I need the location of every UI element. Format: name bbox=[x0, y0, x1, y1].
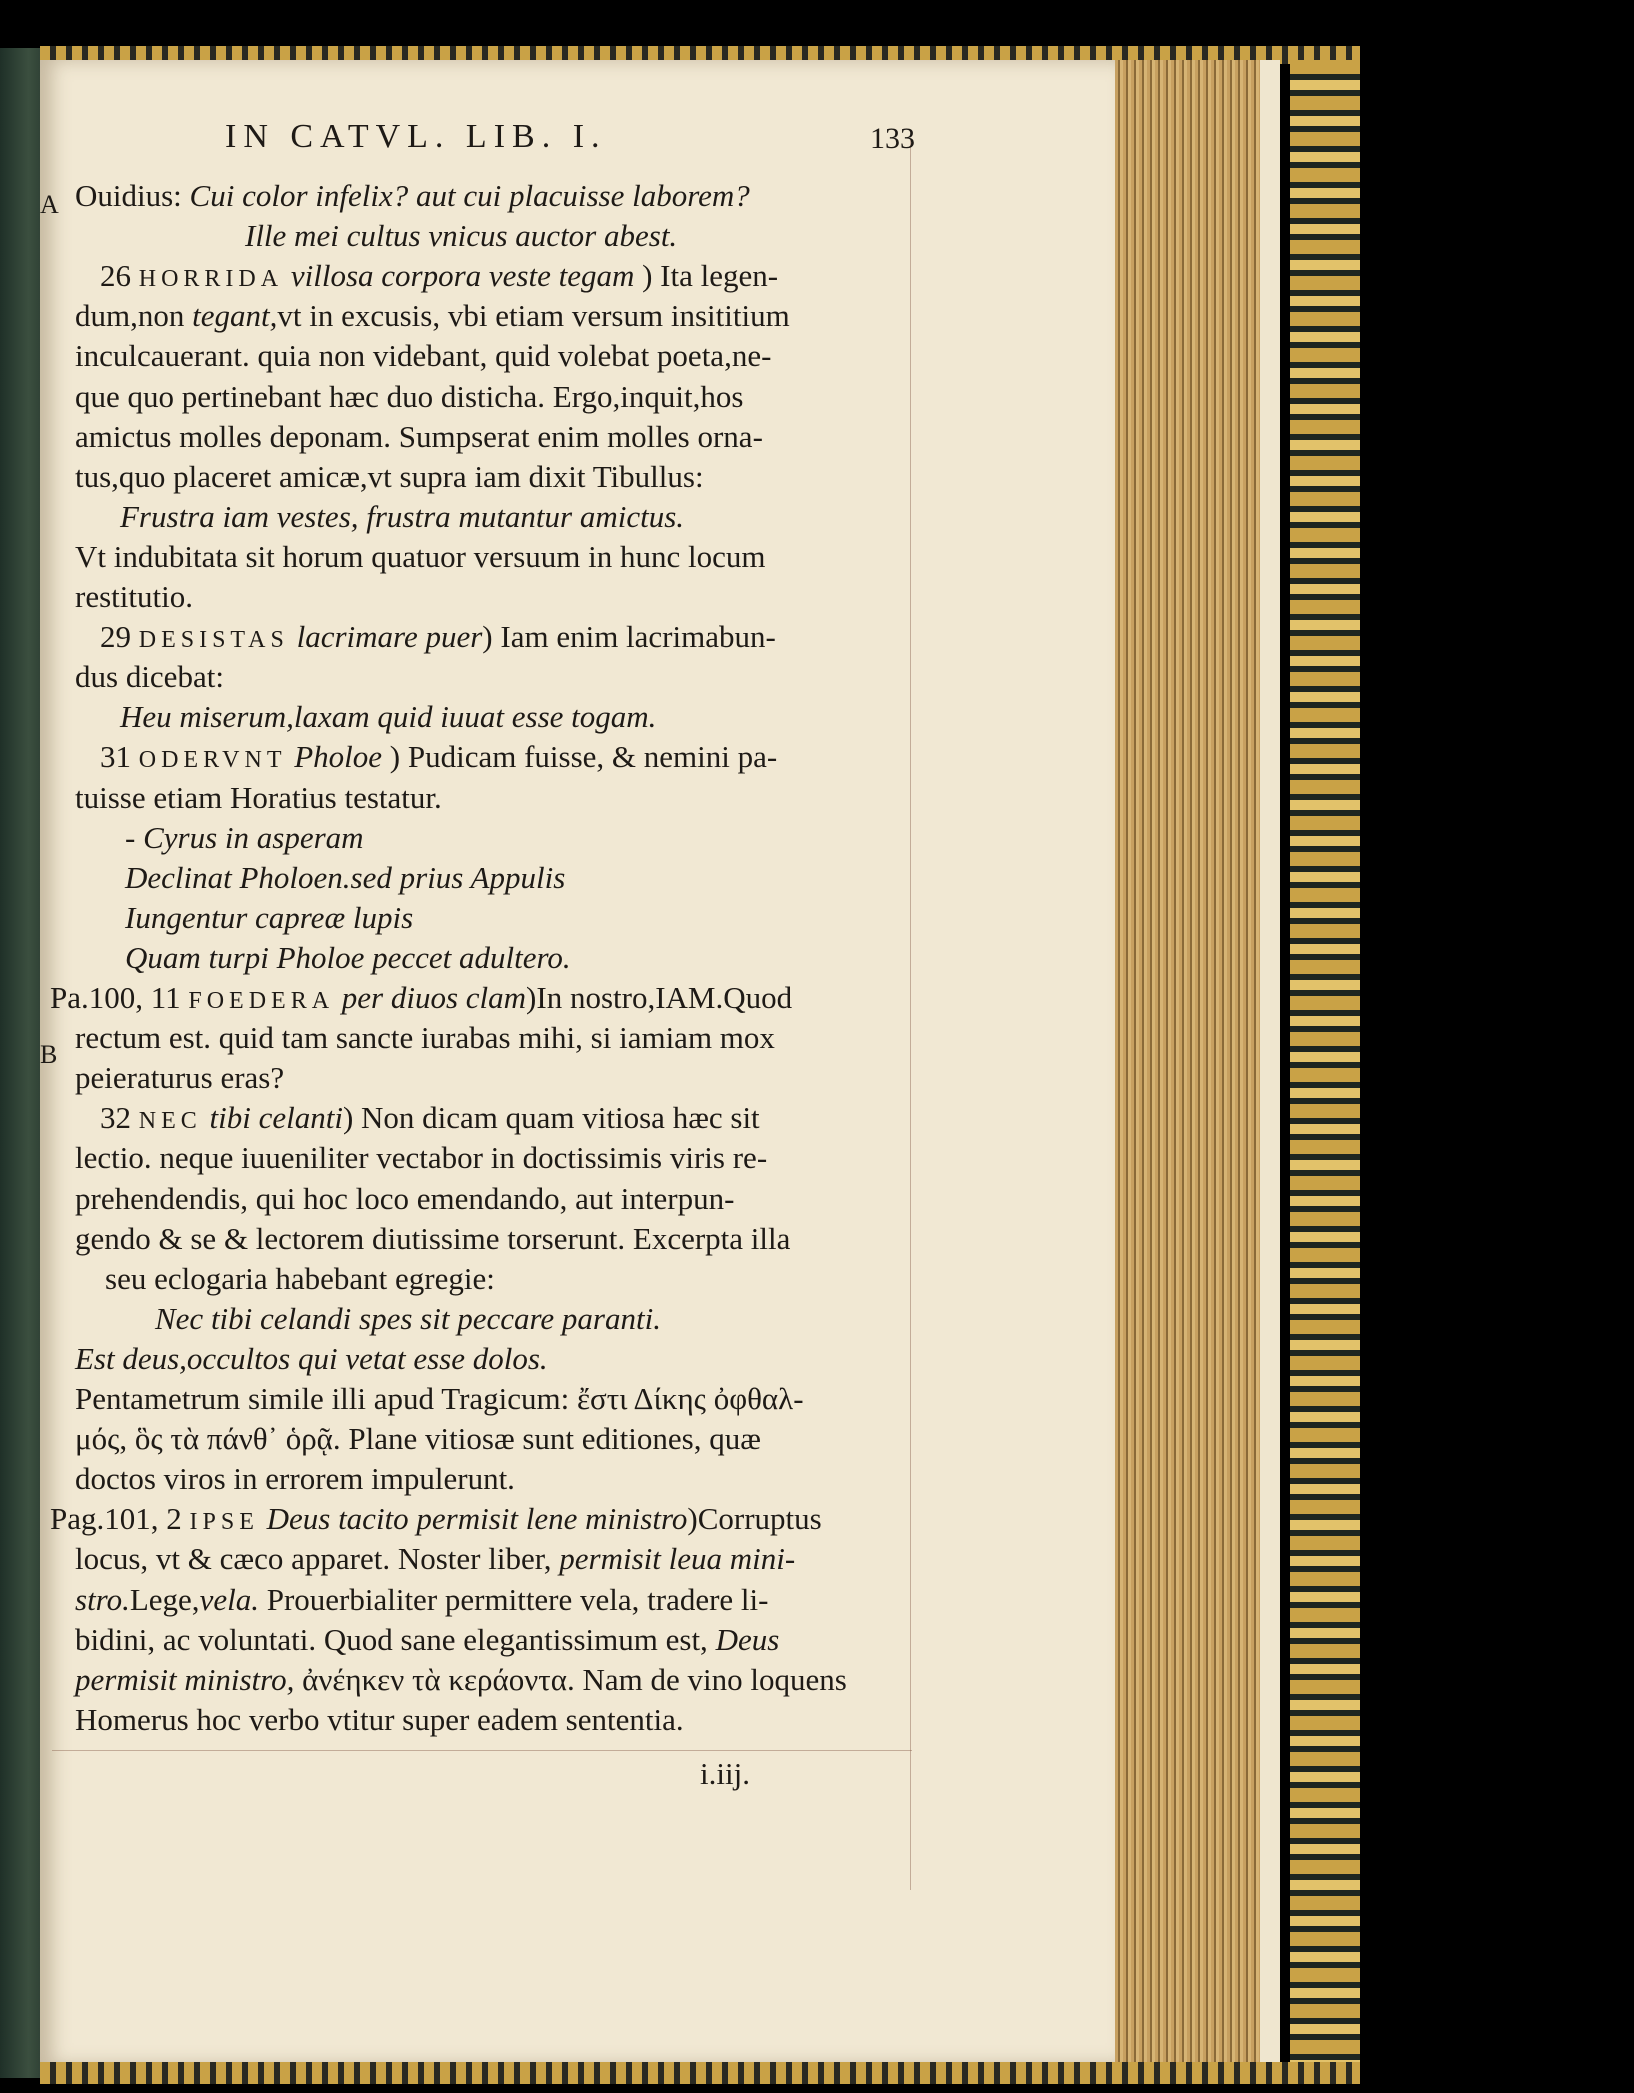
text-run: ODERVNT bbox=[138, 747, 287, 774]
text-run: Heu miserum,laxam quid iuuat esse togam. bbox=[120, 699, 657, 735]
text-run: tus,quo placeret amicæ,vt supra iam dixit Tibullus: bbox=[75, 458, 704, 494]
text-line bbox=[75, 1380, 804, 1418]
text-run: Pag.101, 2 bbox=[50, 1501, 190, 1537]
text-run: Nec tibi celandi spes sit peccare paranti. bbox=[155, 1300, 661, 1336]
text-run: )In nostro,IAM.Quod bbox=[526, 980, 793, 1015]
margin-letter-b: B bbox=[40, 1040, 58, 1069]
text-line bbox=[75, 1420, 761, 1458]
margin-letter-a: A bbox=[40, 190, 59, 219]
text-line bbox=[50, 1500, 822, 1541]
running-title: IN CATVL. LIB. I. bbox=[225, 118, 607, 155]
text-line bbox=[75, 1661, 847, 1699]
text-run: bidini, ac voluntati. Quod sane elegantissimum est, bbox=[75, 1621, 716, 1657]
text-line bbox=[75, 1340, 548, 1378]
text-line bbox=[100, 738, 777, 779]
text-run: Pa.100, 11 bbox=[50, 980, 189, 1015]
text-run: 31 bbox=[100, 739, 139, 775]
text-line bbox=[75, 418, 763, 456]
text-run: 26 bbox=[100, 258, 139, 294]
text-line bbox=[75, 1460, 515, 1498]
text-run: ) Pudicam fuisse, & nemini pa- bbox=[382, 739, 778, 775]
text-run: Deus bbox=[715, 1621, 780, 1657]
text-run: permisit leua mini- bbox=[559, 1541, 796, 1577]
text-run: Prouerbialiter permittere vela, tradere li- bbox=[258, 1581, 769, 1617]
text-run: NEC bbox=[138, 1108, 202, 1135]
text-run: que quo pertinebant hæc duo disticha. Ergo,inquit,hos bbox=[75, 378, 744, 414]
text-run: permisit ministro, bbox=[75, 1661, 303, 1697]
text-run: Ille mei cultus vnicus auctor abest. bbox=[245, 218, 678, 254]
text-line bbox=[75, 177, 750, 215]
text-run: gendo & se & lectorem diutissime torserunt. Excerpta illa bbox=[75, 1220, 791, 1256]
text-line bbox=[75, 658, 224, 696]
text-run: Est deus,occultos qui vetat esse dolos. bbox=[75, 1340, 548, 1376]
text-line bbox=[75, 1139, 767, 1177]
text-run: )Corruptus bbox=[687, 1501, 822, 1537]
text-run: dus dicebat: bbox=[75, 659, 224, 695]
text-run: doctos viros in errorem impulerunt. bbox=[75, 1461, 515, 1497]
text-line bbox=[105, 1260, 495, 1298]
text-run: seu eclogaria habebant egregie: bbox=[105, 1260, 495, 1296]
text-line bbox=[75, 337, 771, 375]
gilt-border-bottom bbox=[40, 2062, 1360, 2084]
text-run: Frustra iam vestes, frustra mutantur amictus. bbox=[120, 498, 685, 534]
text-run: FOEDERA bbox=[188, 988, 335, 1014]
text-run: 32 bbox=[100, 1100, 139, 1136]
text-line bbox=[75, 1180, 734, 1218]
text-run: vela. bbox=[199, 1581, 259, 1617]
text-run: DESISTAS bbox=[138, 627, 289, 654]
text-line bbox=[100, 257, 778, 298]
text-run: Iungentur capreæ lupis bbox=[125, 899, 414, 935]
text-run: lectio. neque iuueniliter vectabor in doctissimis viris re- bbox=[75, 1140, 768, 1176]
text-run: ) Ita legen- bbox=[634, 258, 779, 294]
text-run: Cui color infelix? aut cui placuisse laborem? bbox=[189, 178, 750, 213]
text-run: amictus molles deponam. Sumpserat enim molles orna- bbox=[75, 418, 763, 454]
text-line bbox=[75, 1019, 775, 1057]
gilt-border-right bbox=[1290, 60, 1360, 2065]
text-run: Declinat Pholoen.sed prius Appulis bbox=[125, 859, 566, 895]
text-line bbox=[75, 297, 790, 335]
text-line bbox=[75, 1701, 684, 1739]
folio-number: 133 bbox=[870, 122, 915, 155]
text-line bbox=[120, 498, 684, 536]
text-run: ἀνέηκεν τὰ κεράοντα. Nam de vino loquens bbox=[302, 1661, 847, 1697]
text-run: villosa corpora veste tegam bbox=[283, 258, 635, 294]
text-run: IPSE bbox=[189, 1509, 259, 1536]
text-run: per diuos clam bbox=[334, 980, 527, 1015]
text-run: lacrimare puer bbox=[288, 619, 483, 655]
text-run: prehendendis, qui hoc loco emendando, aut interpun- bbox=[75, 1180, 735, 1216]
text-run: Ouidius: bbox=[75, 178, 190, 213]
text-line bbox=[75, 378, 743, 416]
text-run: dum,non bbox=[75, 298, 193, 334]
text-run: peieraturus eras? bbox=[75, 1060, 285, 1096]
text-line bbox=[100, 618, 776, 659]
text-line bbox=[75, 458, 704, 496]
text-run: inculcauerant. quia non videbant, quid volebat poeta,ne- bbox=[75, 338, 772, 374]
text-line bbox=[100, 1099, 760, 1140]
text-run: Pentametrum simile illi apud Tragicum: ἔστι Δίκης ὀφθαλ- bbox=[75, 1381, 804, 1416]
text-run: Quam turpi Pholoe peccet adultero. bbox=[125, 939, 571, 975]
text-line bbox=[75, 538, 766, 576]
text-run: Deus tacito permisit lene ministro bbox=[258, 1501, 688, 1537]
text-line bbox=[75, 1621, 779, 1659]
text-run: HORRIDA bbox=[138, 266, 284, 293]
text-line bbox=[75, 1059, 284, 1097]
text-run: vt in excusis, vbi etiam versum insititium bbox=[277, 298, 790, 334]
text-run: tuisse etiam Horatius testatur. bbox=[75, 779, 442, 815]
text-run: rectum est. quid tam sancte iurabas mihi, si iamiam mox bbox=[75, 1020, 775, 1056]
text-run: Pholoe bbox=[286, 739, 383, 775]
text-run: tegant, bbox=[192, 298, 278, 334]
text-line bbox=[75, 779, 442, 817]
signature-mark: i.iij. bbox=[700, 1756, 750, 1791]
text-line bbox=[75, 1540, 795, 1578]
text-run: Homerus hoc verbo vtitur super eadem sententia. bbox=[75, 1701, 684, 1737]
text-run: Vt indubitata sit horum quatuor versuum in hunc locum bbox=[75, 538, 766, 574]
gilt-page-edges bbox=[1115, 60, 1280, 2065]
text-line bbox=[125, 939, 571, 977]
text-line bbox=[50, 979, 792, 1020]
text-run: Lege, bbox=[129, 1581, 200, 1617]
text-run: μός, ὃς τὰ πάνθ᾽ ὁρᾷ. Plane vitiosæ sunt editiones, quæ bbox=[75, 1421, 761, 1457]
text-line bbox=[245, 217, 677, 255]
text-run: 29 bbox=[100, 619, 139, 655]
text-line bbox=[125, 819, 364, 857]
text-run: restitutio. bbox=[75, 579, 193, 614]
text-line bbox=[75, 1220, 790, 1258]
text-run: - Cyrus in asperam bbox=[125, 819, 364, 855]
text-line bbox=[75, 578, 193, 616]
text-run: ) Iam enim lacrimabun- bbox=[482, 619, 776, 655]
text-line bbox=[120, 698, 656, 736]
text-run: locus, vt & cæco apparet. Noster liber, bbox=[75, 1541, 560, 1577]
text-line bbox=[125, 899, 413, 937]
text-run: ) Non dicam quam vitiosa hæc sit bbox=[342, 1100, 760, 1136]
text-run: stro. bbox=[75, 1581, 130, 1617]
text-run: tibi celanti bbox=[201, 1100, 343, 1136]
text-line bbox=[125, 859, 565, 897]
bottom-rule bbox=[52, 1750, 912, 1751]
text-line bbox=[155, 1300, 661, 1338]
column-rule bbox=[910, 140, 911, 1890]
text-line bbox=[75, 1581, 769, 1619]
